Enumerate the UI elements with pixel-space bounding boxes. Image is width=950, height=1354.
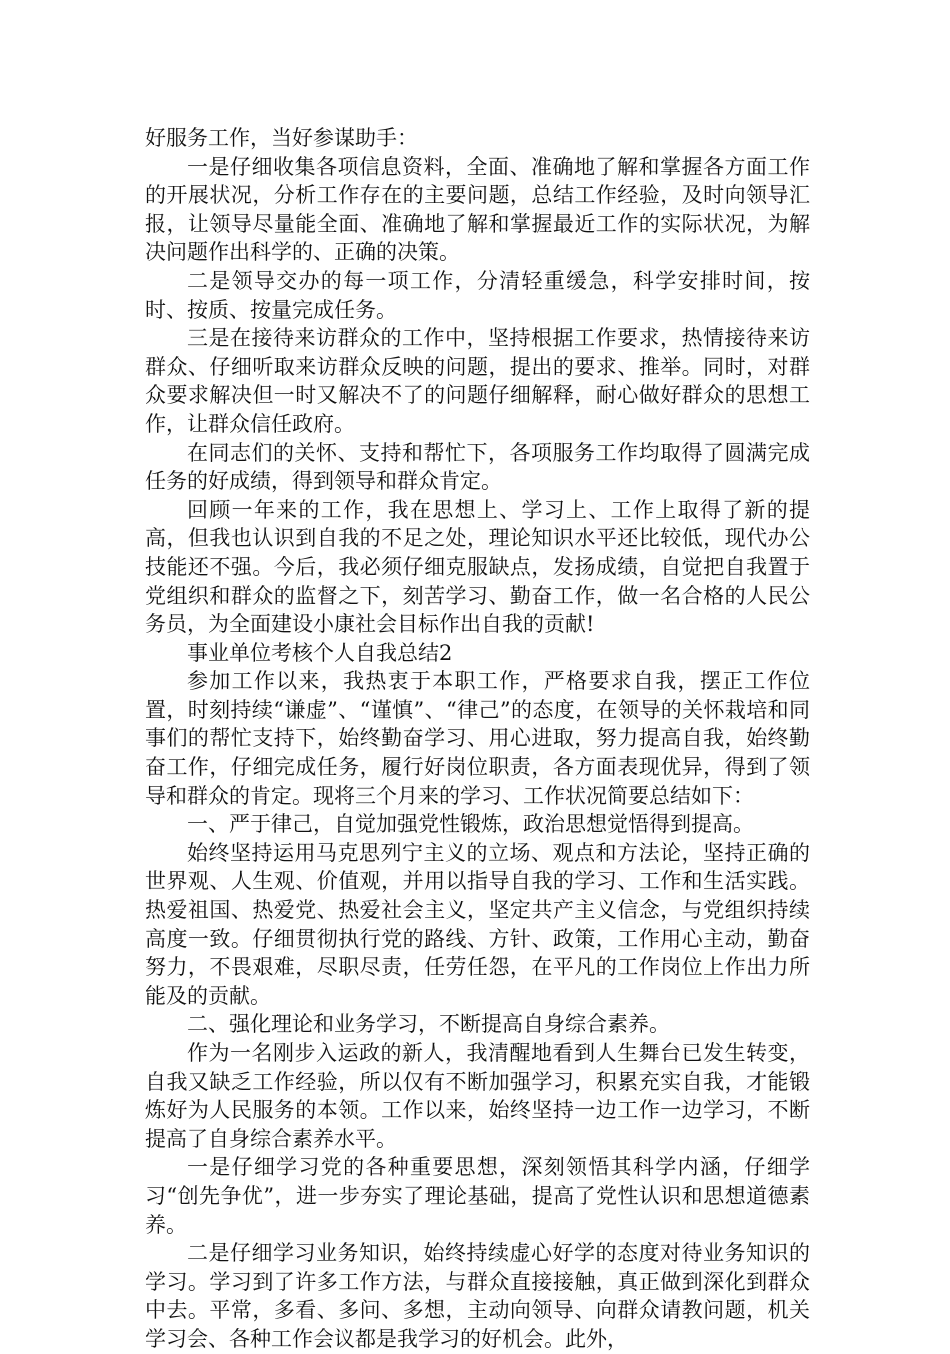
paragraph-political: 始终坚持运用马克思列宁主义的立场、观点和方法论，坚持正确的世界观、人生观、价值观，并用以指导自我的学习、工作和生活实践。热爱祖国、热爱党、热爱社会主义，坚定共产主义信念，与党组织持续高度一致。仔细贯彻执行党的路线、方针、政策，工作用心主动，勤奋努力，不畏艰难，尽职尽责，任劳任怨，在平凡的工作岗位上作出力所能及的贡献。 (145, 840, 810, 1008)
section-heading: 事业单位考核个人自我总结2 (187, 640, 453, 665)
paragraph-achievement: 在同志们的关怀、支持和帮忙下，各项服务工作均取得了圆满完成任务的好成绩，得到领导和群众肯定。 (145, 440, 810, 494)
document-body (145, 124, 810, 1354)
paragraph-intro: 参加工作以来，我热衷于本职工作，严格要求自我，摆正工作位置，时刻持续“谦虚”、“谨慎”、“律己”的态度，在领导的关怀栽培和同事们的帮忙支持下，始终勤奋学习、用心进取，努力提高自我，始终勤奋工作，仔细完成任务，履行好岗位职责，各方面表现优异，得到了领导和群众的肯定。现将三个月来的学习、工作状况简要总结如下： (145, 669, 810, 808)
subheading-two: 二、强化理论和业务学习，不断提高自身综合素养。 (187, 1012, 670, 1037)
paragraph-item-two: 二是领导交办的每一项工作，分清轻重缓急，科学安排时间，按时、按质、按量完成任务。 (145, 268, 810, 322)
paragraph-study-two: 二是仔细学习业务知识，始终持续虚心好学的态度对待业务知识的学习。学习到了许多工作方法，与群众直接接触，真正做到深化到群众中去。平常，多看、多问、多想，主动向领导、向群众请教问题，机关学习会、各种工作会议都是我学习的好机会。此外， (145, 1241, 810, 1351)
paragraph-newcomer: 作为一名刚步入运政的新人，我清醒地看到人生舞台已发生转变，自我又缺乏工作经验，所以仅有不断加强学习，积累充实自我，才能锻炼好为人民服务的本领。工作以来，始终坚持一边工作一边学习，不断提高了自身综合素养水平。 (145, 1041, 810, 1151)
paragraph-item-three: 三是在接待来访群众的工作中，坚持根据工作要求，热情接待来访群众、仔细听取来访群众反映的问题，提出的要求、推举。同时，对群众要求解决但一时又解决不了的问题仔细解释，耐心做好群众的思想工作，让群众信任政府。 (145, 326, 810, 436)
paragraph-study-one: 一是仔细学习党的各种重要思想，深刻领悟其科学内涵，仔细学习“创先争优”，进一步夯实了理论基础，提高了党性认识和思想道德素养。 (145, 1155, 810, 1237)
paragraph-review: 回顾一年来的工作，我在思想上、学习上、工作上取得了新的提高，但我也认识到自我的不足之处，理论知识水平还比较低，现代办公技能还不强。今后，我必须仔细克服缺点，发扬成绩，自觉把自我置于党组织和群众的监督之下，刻苦学习、勤奋工作，做一名合格的人民公务员，为全面建设小康社会目标作出自我的贡献! (145, 497, 810, 637)
paragraph-item-one: 一是仔细收集各项信息资料，全面、准确地了解和掌握各方面工作的开展状况，分析工作存在的主要问题，总结工作经验，及时向领导汇报，让领导尽量能全面、准确地了解和掌握最近工作的实际状况，为解决问题作出科学的、正确的决策。 (145, 154, 810, 265)
subheading-one: 一、严于律己，自觉加强党性锻炼，政治思想觉悟得到提高。 (187, 812, 754, 837)
paragraph-continuation: 好服务工作，当好参谋助手： (145, 126, 418, 150)
